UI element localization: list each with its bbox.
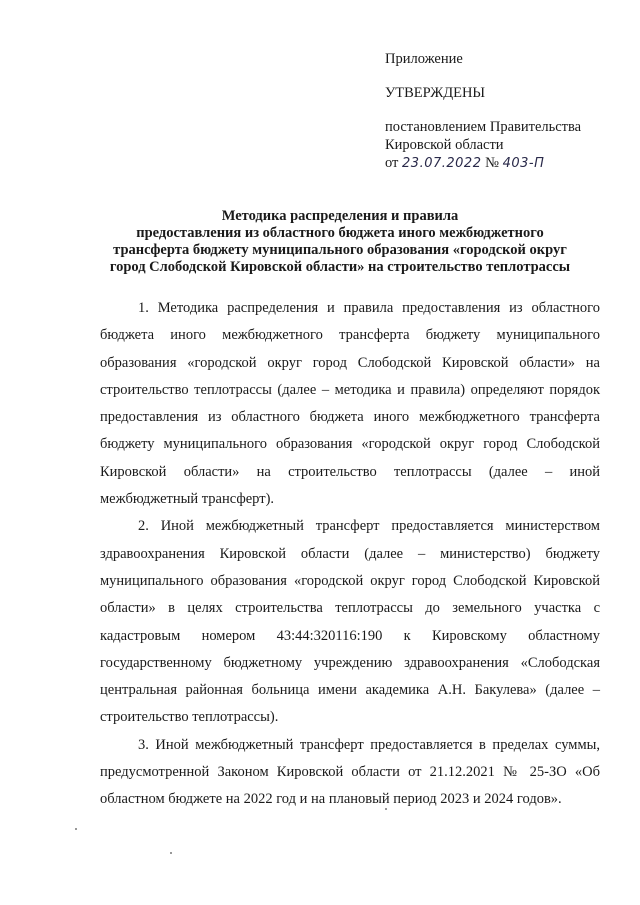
paragraph-3: 3. Иной межбюджетный трансферт предоставляется в пределах суммы, предусмотренной Законом Кировской области от 21.12.2021 № 25-ЗО «Об областном бюджете на 2022 год и на плановый период 2023 и 2024 годов». — [100, 736, 600, 808]
title-line-3: трансферта бюджету муниципального образования «городской округ — [113, 242, 567, 258]
scan-speck — [75, 828, 77, 830]
document-body — [100, 295, 600, 814]
appendix-label: Приложение — [385, 51, 463, 67]
scan-speck — [170, 852, 172, 854]
title-line-1: Методика распределения и правила — [221, 208, 459, 224]
scan-speck — [385, 808, 387, 810]
decree-line-1: постановлением Правительства — [385, 119, 582, 135]
decree-line-2: Кировской области — [385, 137, 504, 153]
decree-date-number — [385, 154, 625, 173]
handwritten-number: 403-П — [502, 156, 545, 171]
approved-label: УТВЕРЖДЕНЫ — [385, 85, 486, 101]
document-title — [70, 208, 610, 276]
date-prefix: от — [385, 155, 399, 171]
paragraph-1: 1. Методика распределения и правила предоставления из областного бюджета иного межбюджетного трансферта бюджету муниципального образования «городской округ город Слободской Кировской области» на строительство теплотрассы (далее – методика и правила) определяют порядок предоставления из областного бюджета иного межбюджетного трансферта бюджету муниципального образования «городской округ город Слободской Кировской области» на строительство теплотрассы (далее – иной межбюджетный трансферт). — [100, 300, 600, 508]
paragraph-2: 2. Иной межбюджетный трансферт предоставляется министерством здравоохранения Кировской области (далее – министерство) бюджету муниципального образования «городской округ город Слободской Кировской области» в целях строительства теплотрассы до земельного участка с кадастровым номером 43:44:320116:190 к Кировскому областному государственному бюджетному учреждению здравоохранения «Слободская центральная районная больница имени академика А.Н. Бакулева» (далее – строительство теплотрассы). — [100, 518, 600, 726]
number-prefix: № — [485, 155, 499, 171]
title-line-2: предоставления из областного бюджета иного межбюджетного — [136, 225, 544, 241]
approval-block — [385, 50, 625, 173]
title-line-4: город Слободской Кировской области» на строительство теплотрассы — [109, 259, 571, 275]
handwritten-date: 23.07.2022 — [402, 156, 482, 171]
